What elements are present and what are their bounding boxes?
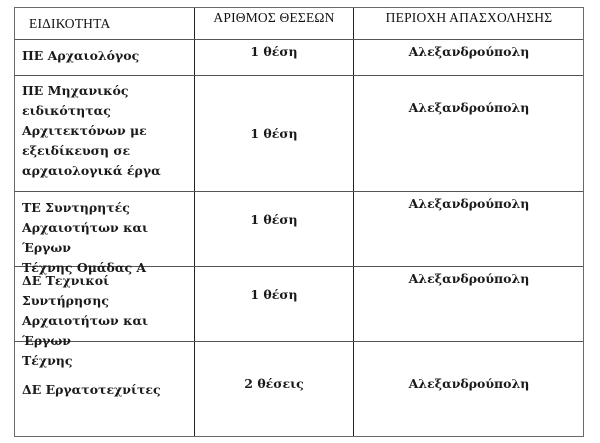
specialty-line: ΤΕ Συντηρητές: [22, 200, 130, 215]
positions-value: 1 θέση: [250, 212, 298, 227]
specialty-text: [15, 81, 194, 181]
header-cell-location: [354, 8, 584, 39]
table-row: [15, 267, 583, 368]
location-value: Αλεξανδρούπολη: [408, 376, 530, 391]
specialty-cell: [15, 267, 195, 368]
specialty-line: Τέχνης: [22, 353, 73, 368]
location-value: Αλεξανδρούπολη: [408, 100, 530, 115]
specialty-line: αρχαιολογικά έργα: [22, 163, 161, 178]
specialty-line: ΠΕ Αρχαιολόγος: [22, 48, 140, 63]
specialty-cell: [15, 192, 195, 275]
specialty-line: Τέχνης Ομάδας Α: [22, 260, 147, 275]
location-cell: [354, 76, 584, 191]
specialty-line: ΔΕ Τεχνικοί Συντήρησης: [22, 273, 110, 308]
positions-value: 2 θέσεις: [244, 376, 304, 391]
positions-cell: [195, 192, 354, 266]
table-row: [15, 40, 583, 76]
positions-cell: [195, 76, 354, 191]
positions-cell: [195, 40, 354, 75]
specialty-line: ΔΕ Εργατοτεχνίτες: [22, 382, 161, 397]
specialty-line: ΠΕ Μηχανικός: [22, 83, 129, 98]
specialty-cell: [15, 76, 195, 191]
table-row: [15, 76, 583, 192]
location-cell: [354, 267, 584, 341]
location-value: Αλεξανδρούπολη: [408, 44, 530, 59]
header-positions-label: ΑΡΙΘΜΟΣ ΘΕΣΕΩΝ: [213, 10, 335, 25]
location-value: Αλεξανδρούπολη: [408, 196, 530, 211]
table-row: [15, 192, 583, 275]
table-row: [15, 342, 583, 436]
positions-cell: [195, 342, 354, 436]
location-cell: [354, 40, 584, 75]
specialty-line: Αρχαιοτήτων και Έργων: [22, 220, 149, 255]
specialty-cell: [15, 40, 195, 75]
header-cell-positions: [195, 8, 354, 39]
specialty-text: [15, 198, 194, 278]
positions-cell: [195, 267, 354, 341]
specialty-line: Αρχιτεκτόνων με: [22, 123, 147, 138]
specialty-line: εξειδίκευση σε: [22, 143, 131, 158]
specialty-line: Αρχαιοτήτων και Έργων: [22, 313, 149, 348]
location-cell: [354, 342, 584, 436]
positions-table: [14, 7, 584, 437]
table-header-row: [15, 8, 583, 40]
header-location-label: ΠΕΡΙΟΧΗ ΑΠΑΣΧΟΛΗΣΗΣ: [385, 10, 553, 25]
positions-value: 1 θέση: [250, 287, 298, 302]
positions-value: 1 θέση: [250, 44, 298, 59]
specialty-cell: [15, 342, 195, 436]
header-cell-specialty: [15, 8, 195, 39]
header-specialty-label: ΕΙΔΙΚΟΤΗΤΑ: [29, 16, 111, 31]
positions-value: 1 θέση: [250, 126, 298, 141]
specialty-line: ειδικότητας: [22, 103, 111, 118]
location-cell: [354, 192, 584, 266]
location-value: Αλεξανδρούπολη: [408, 271, 530, 286]
